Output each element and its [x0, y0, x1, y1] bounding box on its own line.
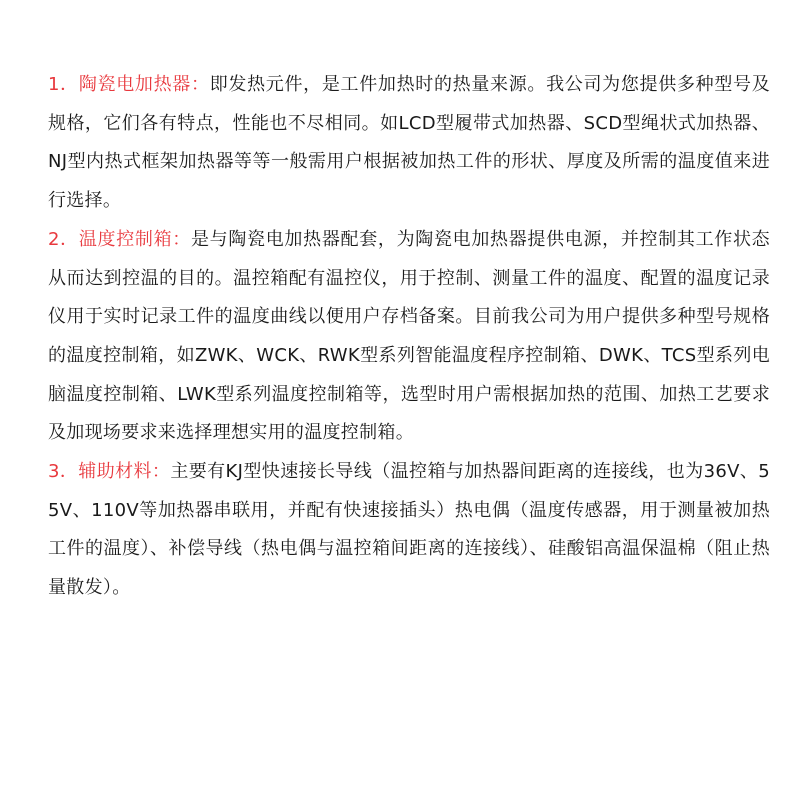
- item-heading: 温度控制箱：: [78, 228, 191, 250]
- item-text: 即发热元件，是工件加热时的热量来源。我公司为您提供多种型号及规格，它们各有特点，性能也不尽相同。如LCD型履带式加热器、SCD型绳状式加热器、NJ型内热式框架加热器等等一般需用户根据被加热工件的形状、厚度及所需的温度值来进行选择。: [48, 74, 771, 212]
- item-heading: 辅助材料：: [78, 461, 171, 483]
- document-body: [48, 66, 770, 608]
- item-number: 1．: [48, 74, 79, 95]
- item-number: 2．: [48, 228, 79, 250]
- item-auxiliary-materials: [48, 453, 770, 608]
- item-paragraph: [48, 66, 770, 221]
- item-number: 3．: [48, 461, 79, 483]
- item-paragraph: [48, 453, 770, 608]
- item-ceramic-heater: [48, 66, 770, 221]
- item-heading: 陶瓷电加热器：: [78, 74, 210, 95]
- item-temperature-control-box: [48, 221, 770, 453]
- item-text: 主要有KJ型快速接长导线（温控箱与加热器间距离的连接线，也为36V、55V、110V等加热器串联用，并配有快速接插头）热电偶（温度传感器，用于测量被加热工件的温度）、补偿导线（热电偶与温控箱间距离的连接线）、硅酸铝高温保温棉（阻止热量散发）。: [48, 461, 770, 599]
- item-text: 是与陶瓷电加热器配套，为陶瓷电加热器提供电源，并控制其工作状态从而达到控温的目的。温控箱配有温控仪，用于控制、测量工件的温度、配置的温度记录仪用于实时记录工件的温度曲线以便用户存档备案。目前我公司为用户提供多种型号规格的温度控制箱，如ZWK、WCK、RWK型系列智能温度程序控制箱、DWK、TCS型系列电脑温度控制箱、LWK型系列温度控制箱等，选型时用户需根据加热的范围、加热工艺要求及加现场要求来选择理想实用的温度控制箱。: [48, 228, 770, 444]
- item-paragraph: [48, 221, 770, 453]
